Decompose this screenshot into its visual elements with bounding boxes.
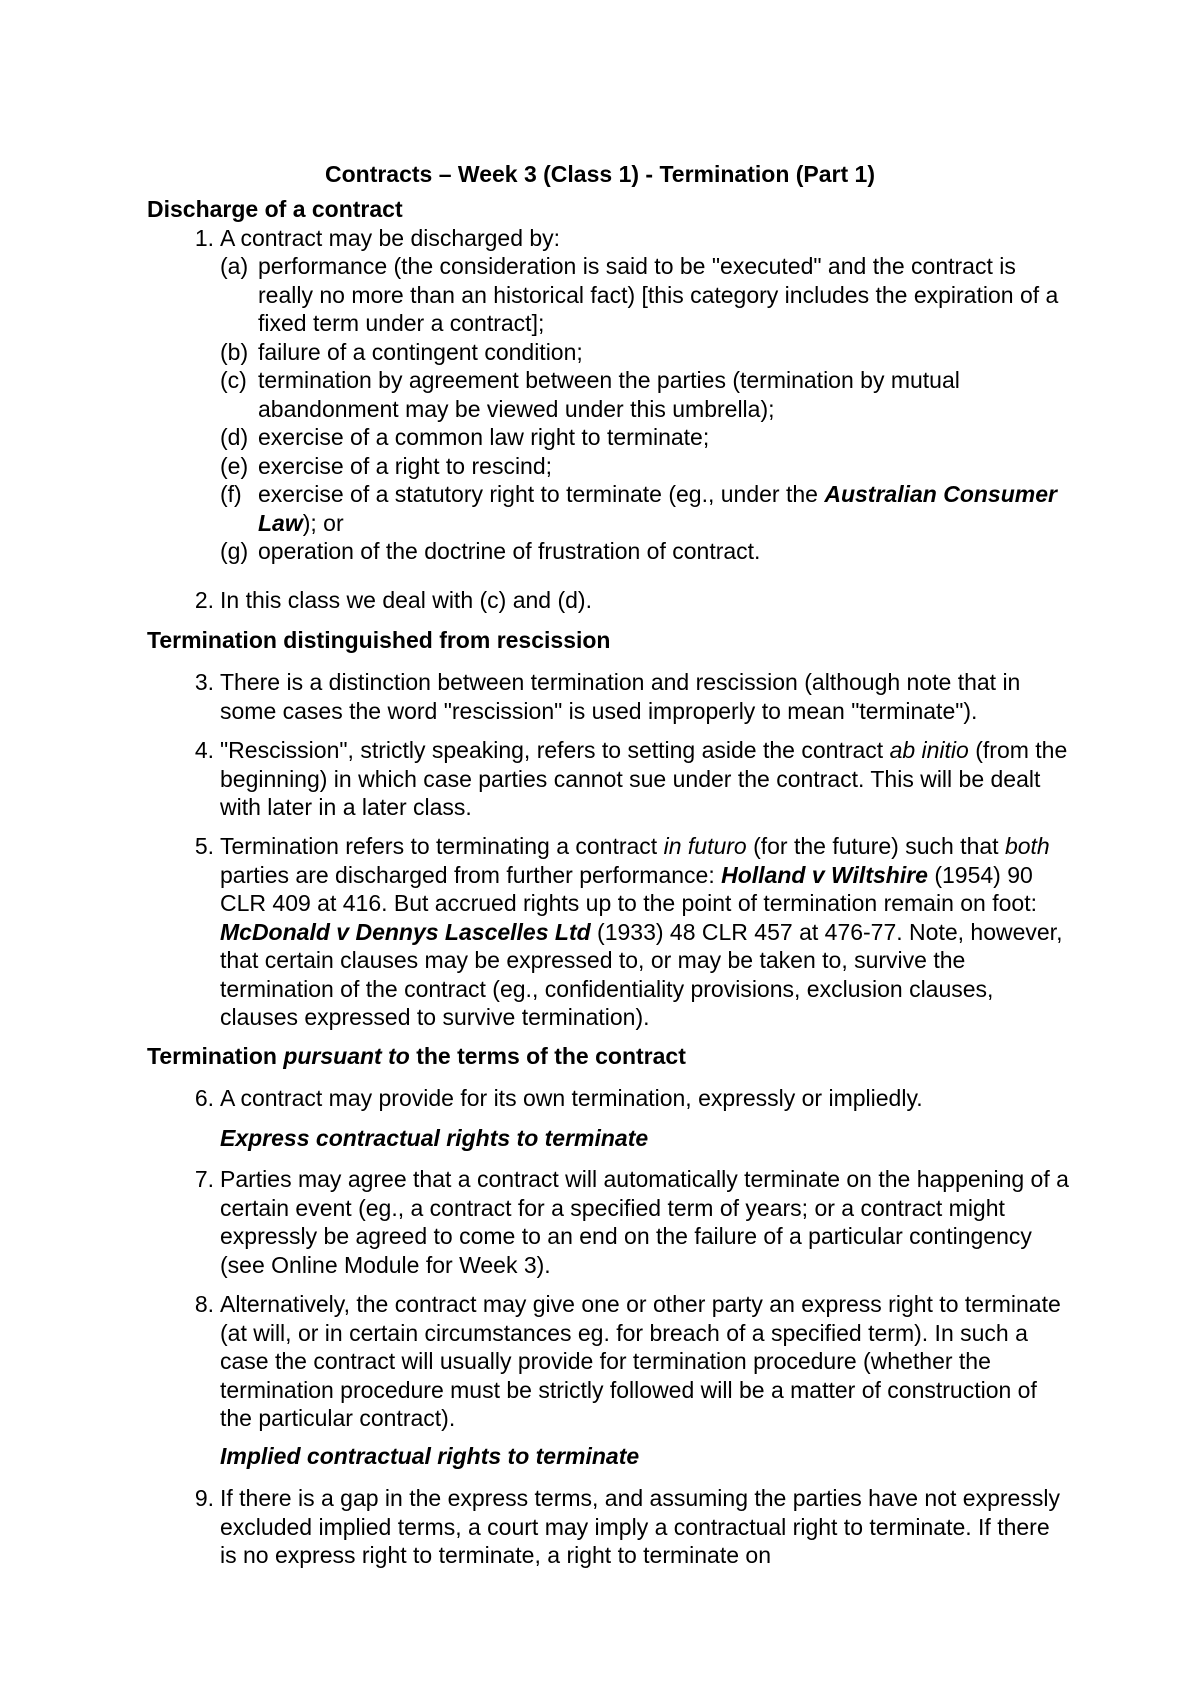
list-item: (f) exercise of a statutory right to terminate (eg., under the Australian Consumer Law); or — [220, 481, 1057, 536]
list-item: (a) performance (the consideration is said to be "executed" and the contract is really no more than an historical fact) [this category includes the expiration of a fixed term under a contract]; — [220, 253, 1059, 336]
paragraph-number: 1. — [194, 225, 214, 251]
paragraph-number: 9. — [194, 1485, 214, 1511]
list-item: (d) exercise of a common law right to terminate; — [220, 424, 710, 450]
case-citation: Holland v Wiltshire — [721, 861, 928, 888]
list-item: (b) failure of a contingent condition; — [220, 338, 583, 365]
paragraph-6: A contract may provide for its own termination, expressly or impliedly. — [220, 1085, 923, 1111]
paragraph-number: 2. — [194, 587, 214, 613]
paragraph-number: 3. — [194, 669, 214, 695]
section-heading-pursuant: Termination pursuant to the terms of the contract — [147, 1043, 686, 1069]
subheading-express: Express contractual rights to terminate — [220, 1125, 649, 1151]
paragraph-number: 6. — [194, 1085, 214, 1111]
legislation-name: Australian Consumer Law — [258, 481, 1057, 536]
paragraph-5: Termination refers to terminating a contract in futuro (for the future) such that both parties are discharged from further performance: Holland v Wiltshire (1954) 90 CLR 409 at 416. But accrued rights up to the point of termination remain on foot: McDonald v Dennys Lascelles Ltd (1933) 48 CLR 457 at 476-77. Note, however, that certain clauses may be expressed to, or may be taken to, survive the termination of the contract (eg., confidentiality provisions, exclusion clauses, clauses expressed to survive termination). — [220, 833, 1063, 1030]
paragraph-9: If there is a gap in the express terms, and assuming the parties have not expressly excluded implied terms, a court may imply a contractual right to terminate. If there is no express right to terminate, a right to terminate on — [220, 1485, 1060, 1568]
paragraph-7: Parties may agree that a contract will automatically terminate on the happening of a certain event (eg., a contract for a specified term of years; or a contract might expressly be agreed to come to an end on the failure of a particular contingency (see Online Module for Week 3). — [220, 1166, 1069, 1278]
paragraph-2: In this class we deal with (c) and (d). — [220, 587, 592, 613]
paragraph-1: A contract may be discharged by: — [220, 225, 561, 251]
paragraph-number: 8. — [194, 1291, 214, 1317]
discharge-list — [220, 252, 1070, 566]
list-item: (e) exercise of a right to rescind; — [220, 452, 553, 479]
paragraph-4: "Rescission", strictly speaking, refers to setting aside the contract ab initio (from the beginning) in which case parties cannot sue under the contract. This will be dealt with later in a later class. — [220, 737, 1068, 820]
section-heading-distinguished: Termination distinguished from rescission — [147, 627, 611, 653]
paragraph-number: 4. — [194, 737, 214, 763]
paragraph-number: 5. — [194, 833, 214, 859]
paragraph-number: 7. — [194, 1166, 214, 1192]
case-citation: McDonald v Dennys Lascelles Ltd — [220, 918, 591, 945]
subheading-implied: Implied contractual rights to terminate — [220, 1443, 640, 1469]
paragraph-3: There is a distinction between termination and rescission (although note that in some cases the word "rescission" is used improperly to mean "terminate"). — [220, 669, 1021, 724]
section-heading-discharge: Discharge of a contract — [147, 196, 403, 222]
list-item: (c) termination by agreement between the parties (termination by mutual abandonment may be viewed under this umbrella); — [220, 367, 960, 422]
paragraph-8: Alternatively, the contract may give one or other party an express right to terminate (at will, or in certain circumstances eg. for breach of a specified term). In such a case the contract will usually provide for termination procedure (whether the termination procedure must be strictly followed will be a matter of construction of the particular contract). — [220, 1291, 1061, 1431]
list-item: (g) operation of the doctrine of frustration of contract. — [220, 538, 761, 564]
page-title: Contracts – Week 3 (Class 1) - Termination (Part 1) — [324, 161, 876, 187]
